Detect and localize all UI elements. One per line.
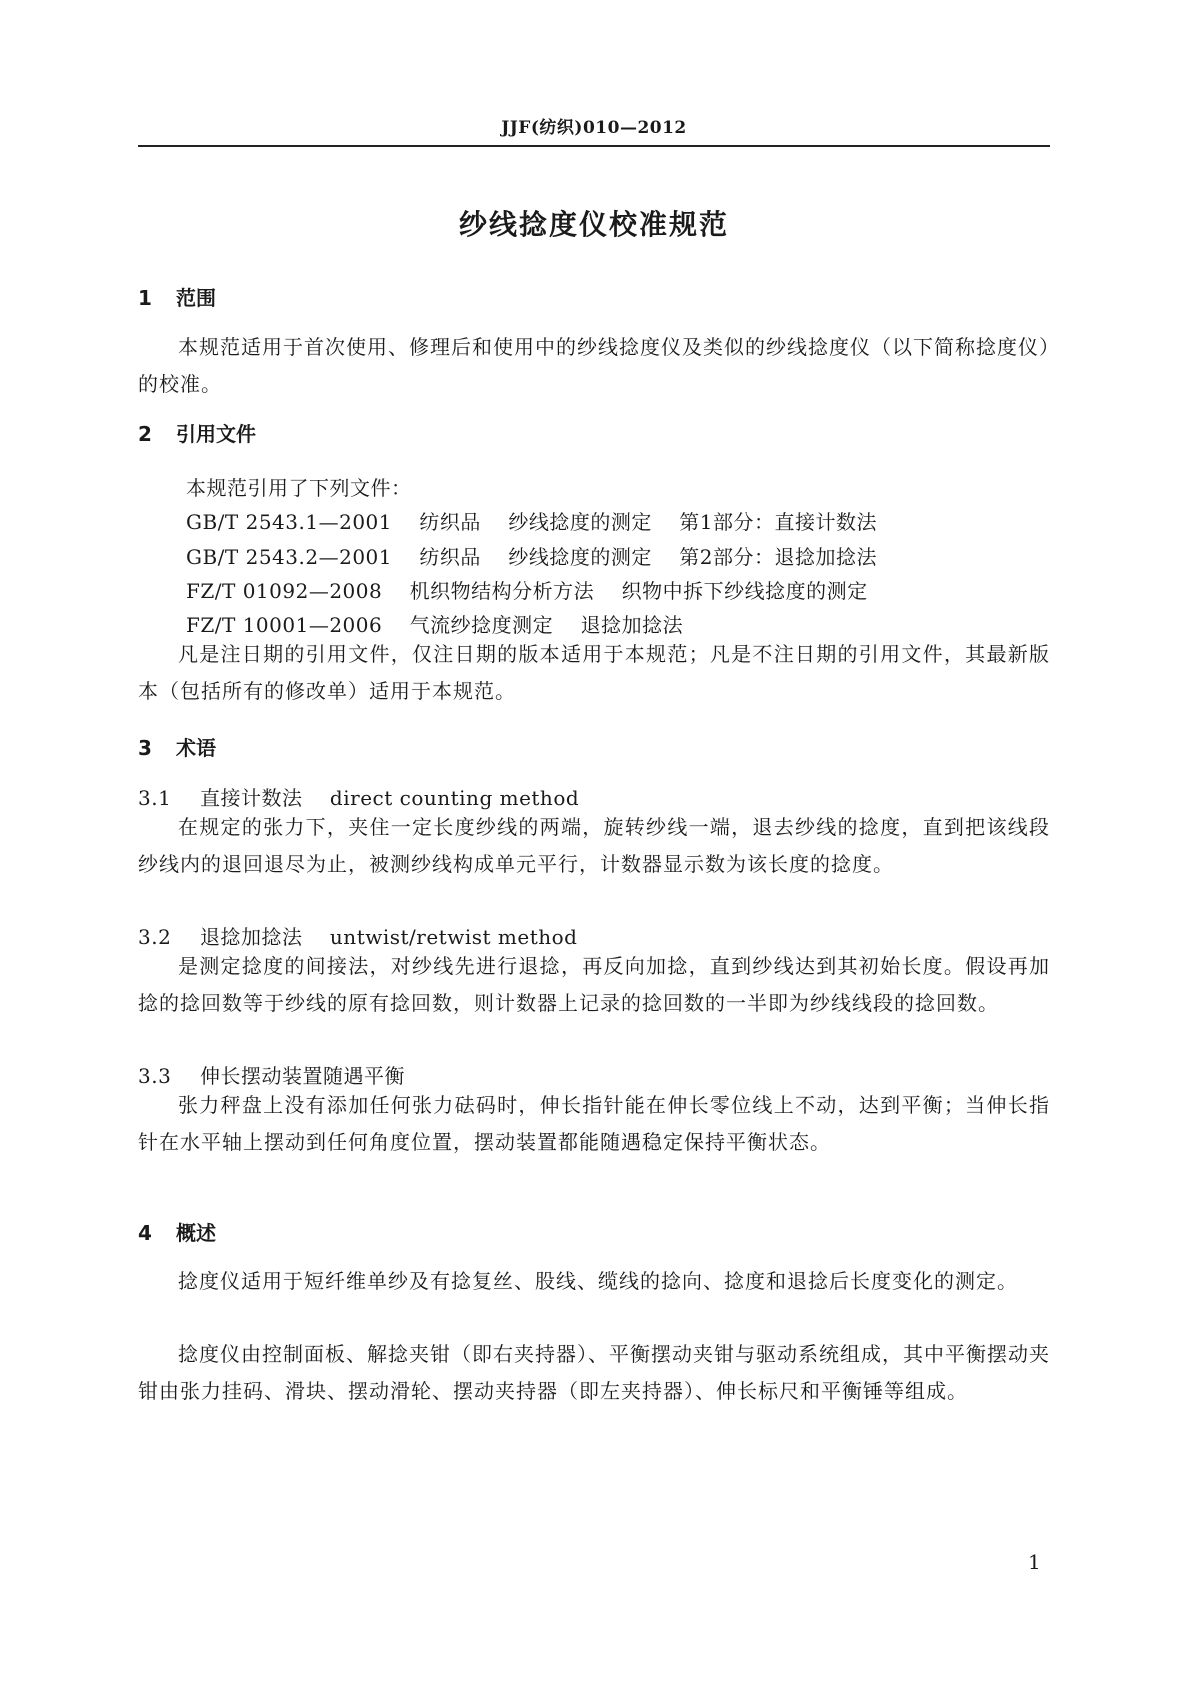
reference-item: GB/T 2543.2—2001 纺织品 纱线捻度的测定 第2部分：退捻加捻法	[186, 545, 878, 569]
section-4-paragraph-1: 捻度仪适用于短纤维单纱及有捻复丝、股线、缆线的捻向、捻度和退捻后长度变化的测定。	[178, 1269, 1018, 1293]
term-label: 伸长摆动装置随遇平衡	[200, 1064, 405, 1088]
section-2-heading	[138, 418, 256, 447]
section-3-heading	[138, 732, 216, 761]
section-number: 1	[138, 286, 152, 310]
section-number: 4	[138, 1221, 152, 1245]
section-title: 引用文件	[176, 422, 256, 446]
term-3-3-definition: 张力秤盘上没有添加任何张力砝码时，伸长指针能在伸长零位线上不动，达到平衡；当伸长指针在水平轴上摆动到任何角度位置，摆动装置都能随遇稳定保持平衡状态。	[138, 1093, 1050, 1154]
term-3-1-definition: 在规定的张力下，夹住一定长度纱线的两端，旋转纱线一端，退去纱线的捻度，直到把该线段纱线内的退回退尽为止，被测纱线构成单元平行，计数器显示数为该长度的捻度。	[138, 815, 1050, 876]
section-number: 3	[138, 736, 152, 760]
section-title: 范围	[176, 286, 216, 310]
term-label: 退捻加捻法 untwist/retwist method	[200, 925, 578, 949]
section-title: 术语	[176, 736, 216, 760]
term-3-3-heading	[138, 1060, 405, 1089]
term-number: 3.2	[138, 925, 172, 949]
references-note: 凡是注日期的引用文件，仅注日期的版本适用于本规范；凡是不注日期的引用文件，其最新版本（包括所有的修改单）适用于本规范。	[138, 642, 1050, 703]
term-label: 直接计数法 direct counting method	[200, 786, 580, 810]
section-title: 概述	[176, 1221, 216, 1245]
section-4-paragraph-2: 捻度仪由控制面板、解捻夹钳（即右夹持器）、平衡摆动夹钳与驱动系统组成，其中平衡摆动夹钳由张力挂码、滑块、摆动滑轮、摆动夹持器（即左夹持器）、伸长标尺和平衡锤等组成。	[138, 1342, 1050, 1403]
term-3-2-heading	[138, 921, 577, 950]
term-number: 3.3	[138, 1064, 172, 1088]
term-3-2-definition: 是测定捻度的间接法，对纱线先进行退捻，再反向加捻，直到纱线达到其初始长度。假设再加捻的捻回数等于纱线的原有捻回数，则计数器上记录的捻回数的一半即为纱线线段的捻回数。	[138, 954, 1050, 1015]
term-3-1-heading	[138, 782, 579, 811]
section-4-heading	[138, 1217, 216, 1246]
document-title: 纱线捻度仪校准规范	[458, 208, 729, 241]
reference-item: GB/T 2543.1—2001 纺织品 纱线捻度的测定 第1部分：直接计数法	[186, 510, 878, 534]
reference-item: FZ/T 01092—2008 机织物结构分析方法 织物中拆下纱线捻度的测定	[186, 579, 868, 603]
section-1-paragraph: 本规范适用于首次使用、修理后和使用中的纱线捻度仪及类似的纱线捻度仪（以下简称捻度仪）的校准。	[138, 335, 1050, 396]
term-number: 3.1	[138, 786, 172, 810]
header-divider	[138, 145, 1050, 147]
reference-item: FZ/T 10001—2006 气流纱捻度测定 退捻加捻法	[186, 613, 684, 637]
section-1-heading	[138, 282, 216, 311]
references-intro: 本规范引用了下列文件：	[186, 476, 412, 500]
page-number: 1	[1028, 1550, 1041, 1574]
standard-code-header: JJF(纺织)010—2012	[501, 118, 687, 138]
section-number: 2	[138, 422, 152, 446]
